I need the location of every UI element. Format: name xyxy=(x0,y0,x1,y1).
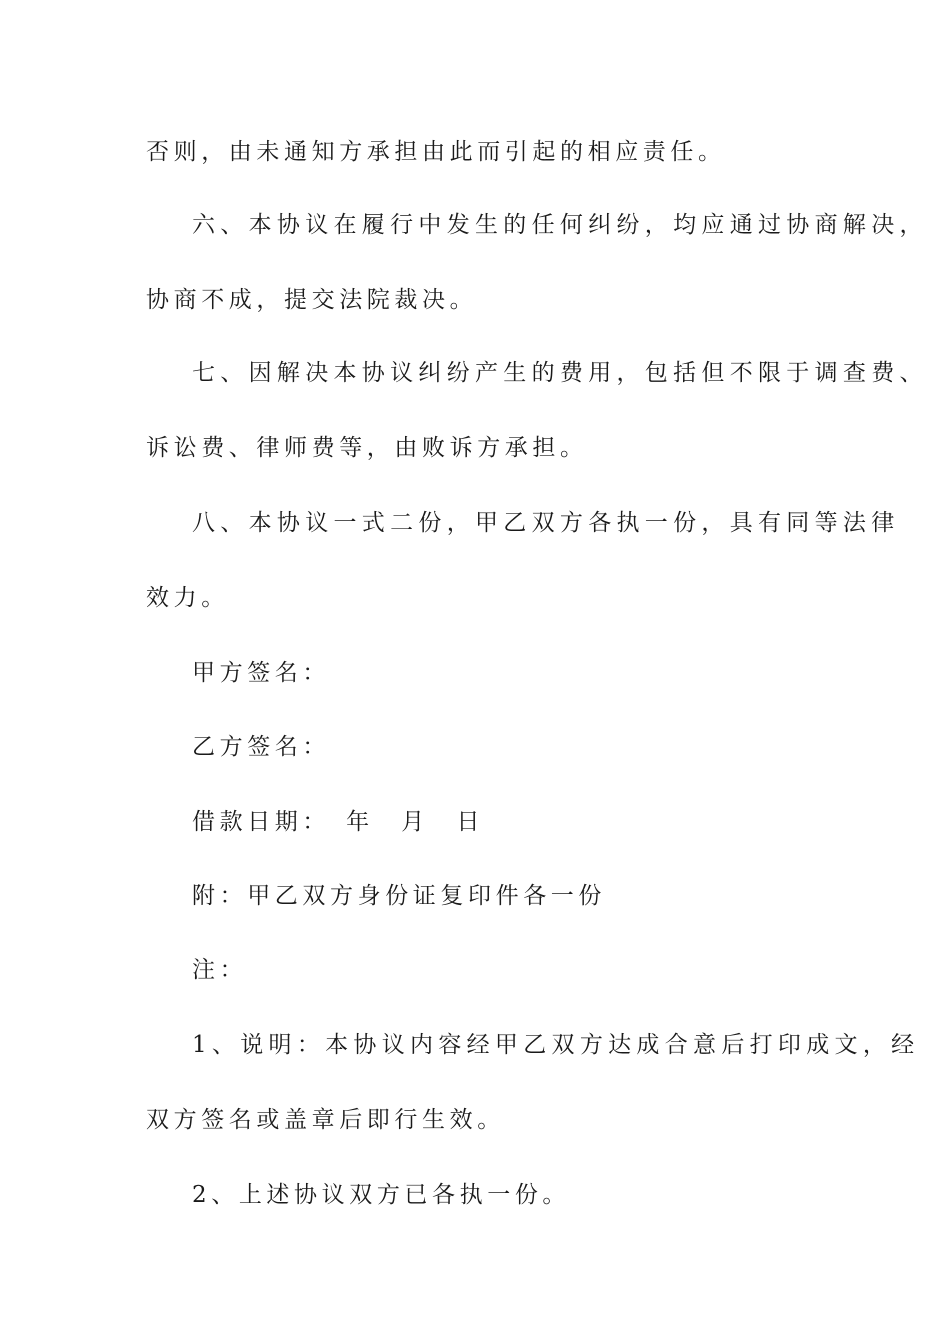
paragraph-line: 八、本协议一式二份，甲乙双方各执一份，具有同等法律 xyxy=(192,510,900,536)
note-item: 2、上述协议双方已各执一份。 xyxy=(192,1182,571,1208)
party-a-signature-label: 甲方签名： xyxy=(192,660,330,686)
attachment-note: 附：甲乙双方身份证复印件各一份 xyxy=(192,883,606,909)
paragraph-line: 诉讼费、律师费等，由败诉方承担。 xyxy=(146,435,588,461)
note-item-continuation: 双方签名或盖章后即行生效。 xyxy=(146,1107,505,1133)
party-b-signature-label: 乙方签名： xyxy=(192,734,330,760)
paragraph-line: 协商不成，提交法院裁决。 xyxy=(146,287,478,313)
loan-date-label: 借款日期： 年 月 日 xyxy=(192,809,485,835)
note-item: 1、说明：本协议内容经甲乙双方达成合意后打印成文，经 xyxy=(192,1032,920,1058)
paragraph-line: 六、本协议在履行中发生的任何纠纷，均应通过协商解决， xyxy=(192,212,928,238)
paragraph-line: 效力。 xyxy=(146,585,229,611)
notes-heading: 注： xyxy=(192,957,248,983)
paragraph-line: 七、因解决本协议纠纷产生的费用，包括但不限于调查费、 xyxy=(192,360,928,386)
paragraph-line: 否则，由未通知方承担由此而引起的相应责任。 xyxy=(146,139,726,165)
